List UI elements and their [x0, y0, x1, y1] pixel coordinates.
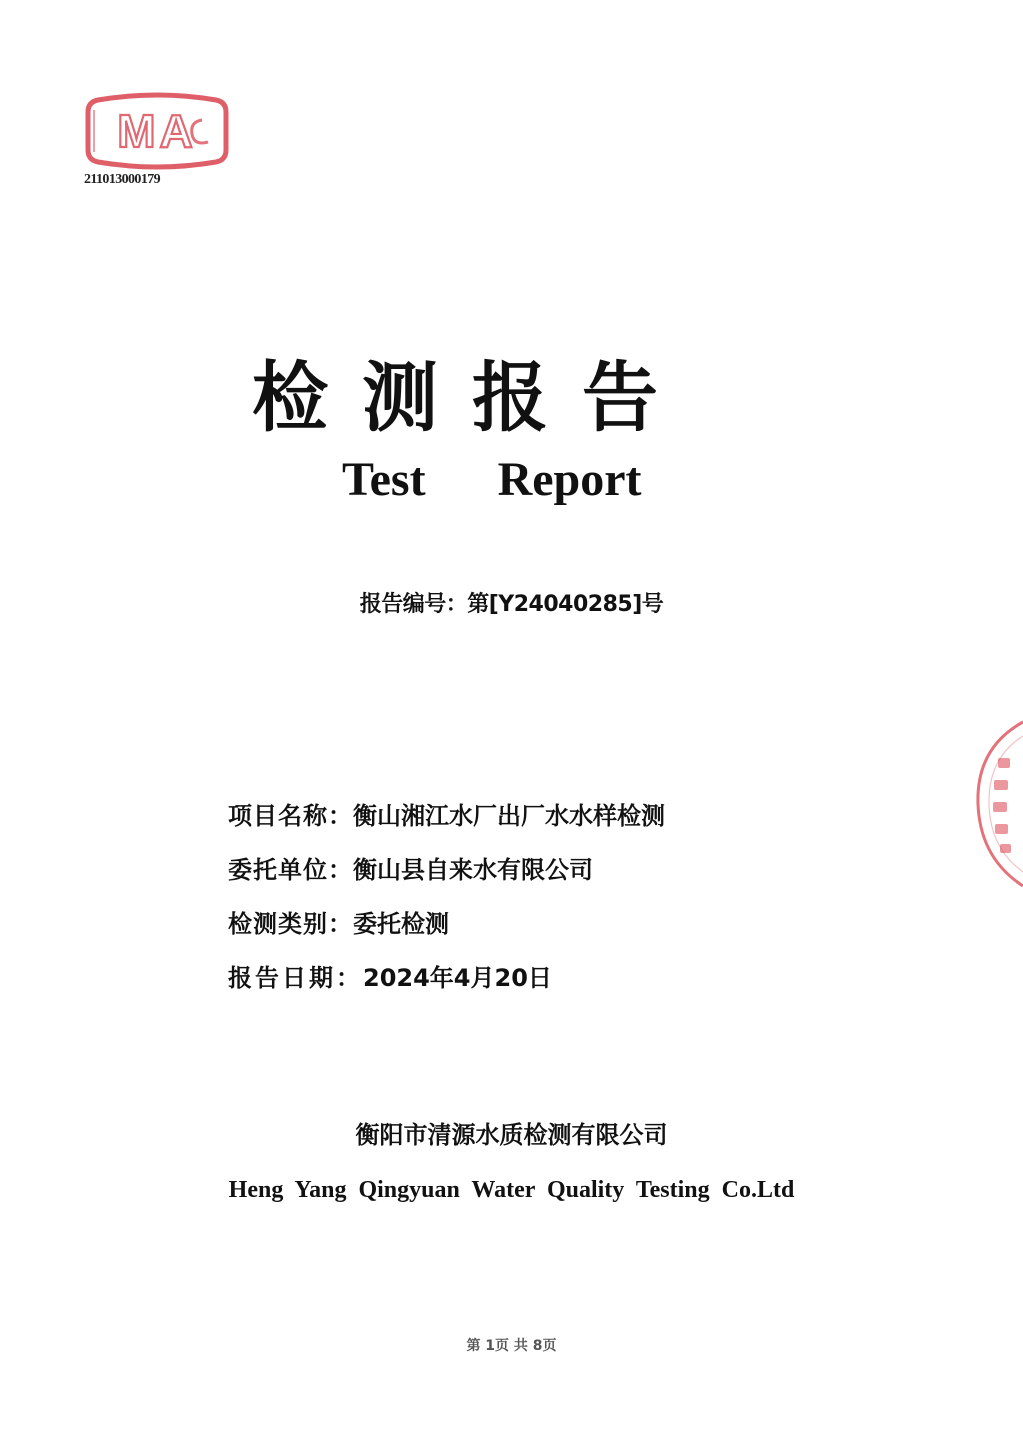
date-value: 2024年4月20日	[363, 964, 552, 992]
category-value: 委托检测	[353, 910, 449, 938]
company-seal-icon	[972, 718, 1023, 890]
report-title-chinese: 检测报告	[252, 353, 692, 442]
info-row-date	[228, 960, 848, 1014]
title-en-word-report: Report	[497, 453, 642, 506]
client-value: 衡山县自来水有限公司	[353, 856, 593, 884]
report-number-line	[0, 590, 1023, 620]
report-number-label: 报告编号：	[359, 592, 468, 617]
client-label: 委托单位：	[228, 856, 353, 884]
svg-text:MA: MA	[117, 105, 197, 157]
project-value: 衡山湘江水厂出厂水水样检测	[353, 802, 665, 830]
info-row-category	[228, 906, 848, 960]
report-number-value: 第[Y24040285]号	[467, 592, 664, 617]
date-label: 报告日期：	[228, 964, 363, 992]
page-number-footer: 第 1页 共 8页	[466, 1338, 557, 1354]
cma-seal-icon	[84, 92, 230, 170]
company-name-english: Heng Yang Qingyuan Water Quality Testing Co.Ltd	[228, 1177, 795, 1203]
category-label: 检测类别：	[228, 910, 353, 938]
info-row-project	[228, 798, 848, 852]
title-en-word-test: Test	[342, 453, 426, 506]
company-name-chinese: 衡阳市清源水质检测有限公司	[355, 1121, 668, 1149]
project-label: 项目名称：	[228, 802, 353, 830]
report-info-block	[228, 798, 848, 1014]
report-title-english	[342, 452, 642, 508]
cma-certificate-number: 211013000179	[84, 172, 161, 187]
info-row-client	[228, 852, 848, 906]
